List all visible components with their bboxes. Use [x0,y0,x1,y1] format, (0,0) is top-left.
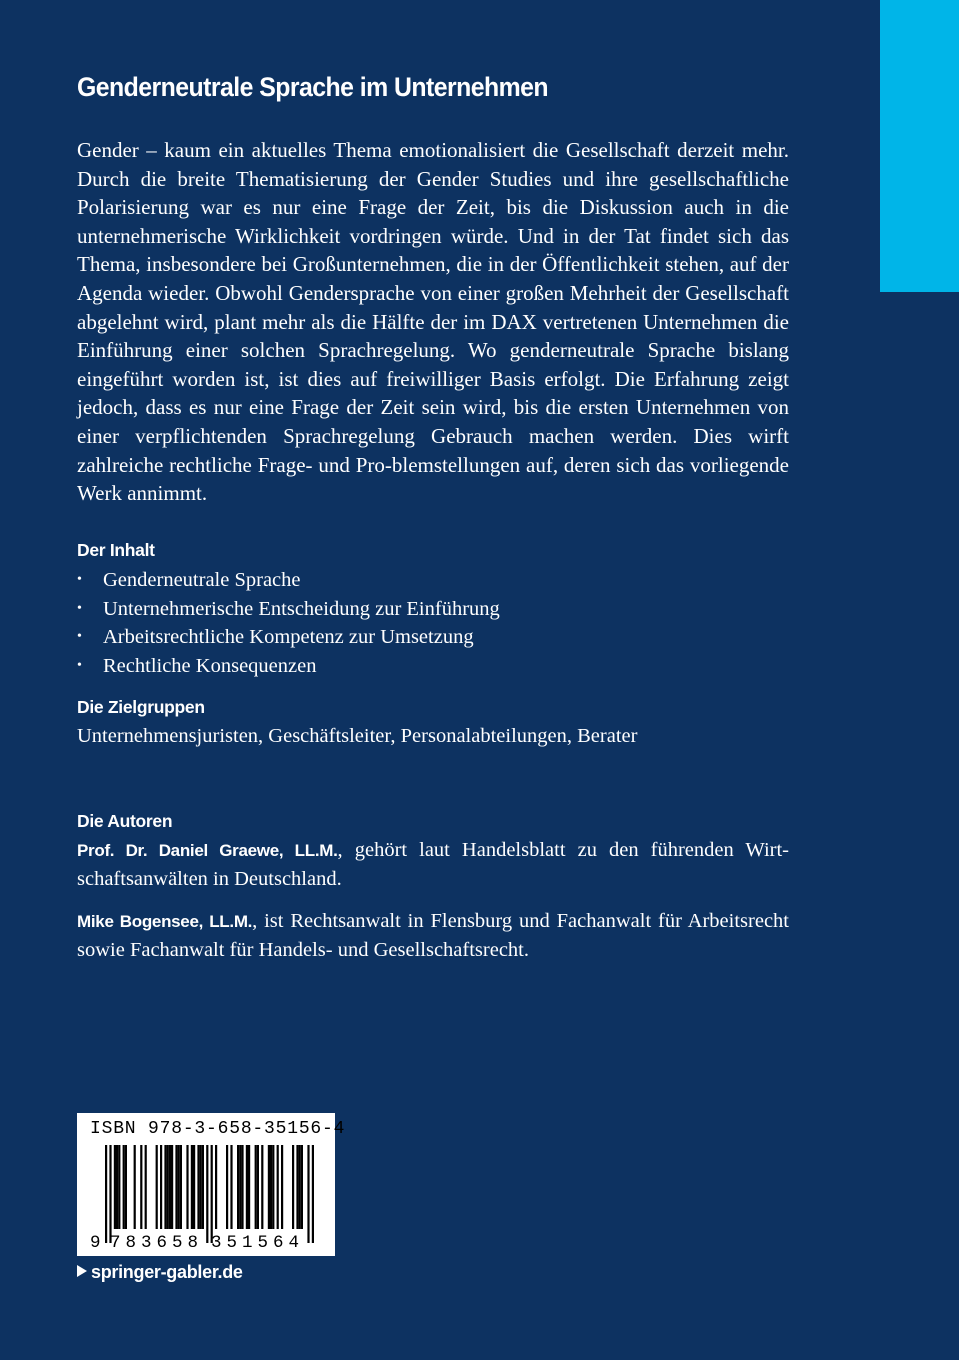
barcode-bar [261,1145,263,1229]
barcode-bar [257,1145,259,1229]
barcode-bar [292,1145,294,1229]
barcode-guard-bar [105,1145,107,1243]
barcode-bar [134,1145,136,1229]
barcode-bar [180,1145,182,1229]
authors-heading: Die Autoren [77,811,173,831]
publisher-link[interactable] [77,1262,243,1283]
author-entry-graewe [77,836,789,894]
barcode-bar [255,1145,257,1229]
barcode-bar [277,1145,279,1229]
barcode-bar [296,1145,298,1229]
barcode-bar [248,1145,250,1229]
isbn-label: ISBN 978-3-658-35156-4 [90,1119,346,1139]
blurb-text: Gender – kaum ein aktuelles Thema emotionalisiert die Gesellschaft derzeit mehr. Durch die breite Thematisierung der Gender Studies und ihre gesellschaftliche Polarisierung war es nur eine Frage der Zeit, bis die Diskussion auch in die unternehmerische Wirklichkeit vordringen würde. Und in der Tat findet sich das Thema, insbesondere bei Großunternehmen, die in der Öffentlichkeit stehen, auf der Agenda wieder. Obwohl Gendersprache von einer großen Mehrheit der Gesellschaft abgelehnt wird, plant mehr als die Hälfte der im DAX vertretenen Unternehmen die Einführung einer solchen Sprachregelung. Wo genderneutrale Sprache bislang eingeführt worden ist, ist dies auf freiwilliger Basis erfolgt. Die Erfahrung zeigt jedoch, dass es nur eine Frage der Zeit sein wird, bis die ersten Unternehmen von einer verpflichtenden Sprachregelung Gebrauch machen werden. Dies wirft zahlreiche rechtliche Frage- und Pro-blemstellungen auf, deren sich das vorliegende Werk annimmt. [77,138,789,506]
ean-right-digits: 351564 [211,1233,299,1253]
barcode-bar [301,1145,303,1229]
barcode-bar [178,1145,180,1229]
barcode-bar [281,1145,283,1229]
barcode-bar [175,1145,177,1229]
barcode-bar [118,1145,120,1229]
contents-heading: Der Inhalt [77,540,155,560]
barcode-guard-bar [109,1145,111,1243]
ean-left-digits: 783658 [110,1233,198,1253]
author-name: Prof. Dr. Daniel Graewe, LL.M. [77,841,338,860]
barcode-guard-bar [312,1145,314,1243]
barcode-bar [246,1145,248,1229]
barcode-guard-bar [206,1145,208,1243]
barcode-bar [226,1145,228,1229]
contents-list [77,566,500,680]
barcode-graphic [77,1113,335,1256]
barcode-guard-bar [211,1145,213,1243]
list-item: • Arbeitsrechtliche Kompetenz zur Umsetzung [77,623,500,652]
barcode-bar [167,1145,169,1229]
list-item: • Unternehmerische Entscheidung zur Einführung [77,595,500,624]
barcode-bar [116,1145,118,1229]
barcode-bar [202,1145,204,1229]
barcode-bar [268,1145,270,1229]
barcode-bar [160,1145,162,1229]
barcode-bar [156,1145,158,1229]
ean-first-digit: 9 [90,1233,101,1253]
author-name: Mike Bogensee, LL.M. [77,912,253,931]
barcode-bar [145,1145,147,1229]
audience-heading: Die Zielgruppen [77,697,205,717]
barcode-bar [215,1145,217,1229]
barcode-bar [114,1145,116,1229]
barcode-bar [123,1145,125,1229]
barcode-guard-bar [307,1145,309,1243]
isbn-barcode [77,1113,346,1256]
barcode-bar [191,1145,193,1229]
author-bio: , gehört laut Handelsblatt zu den führenden Wirtschaftsanwälten in Deutschland. [77,839,789,890]
barcode-bar [164,1145,166,1229]
barcode-bar [171,1145,173,1229]
barcode-bar [169,1145,171,1229]
barcode-bar [200,1145,202,1229]
author-entry-bogensee [77,907,789,965]
barcode-bar [241,1145,243,1229]
barcode-bar [125,1145,127,1229]
barcode-bar [193,1145,195,1229]
publisher-url: springer-gabler.de [91,1262,243,1282]
barcode-bar [230,1145,232,1229]
barcode-bar [237,1145,239,1229]
author-bio: , ist Rechtsanwalt in Flensburg und Fachanwalt für Arbeitsrecht sowie Fachanwalt für Handels- und Gesellschaftsrecht. [77,910,789,961]
barcode-bar [186,1145,188,1229]
book-title: Genderneutrale Sprache im Unternehmen [77,72,548,102]
barcode-bar [299,1145,301,1229]
barcode-bar [270,1145,272,1229]
barcode-bar [197,1145,199,1229]
triangle-arrow-icon [77,1265,87,1277]
list-item: • Genderneutrale Sprache [77,566,500,595]
barcode-bar [140,1145,142,1229]
barcode-bar [272,1145,274,1229]
barcode-bar [239,1145,241,1229]
accent-bar [880,0,959,292]
audience-text: Unternehmensjuristen, Geschäftsleiter, Personalabteilungen, Berater [77,725,638,747]
list-item: • Rechtliche Konsequenzen [77,652,500,681]
